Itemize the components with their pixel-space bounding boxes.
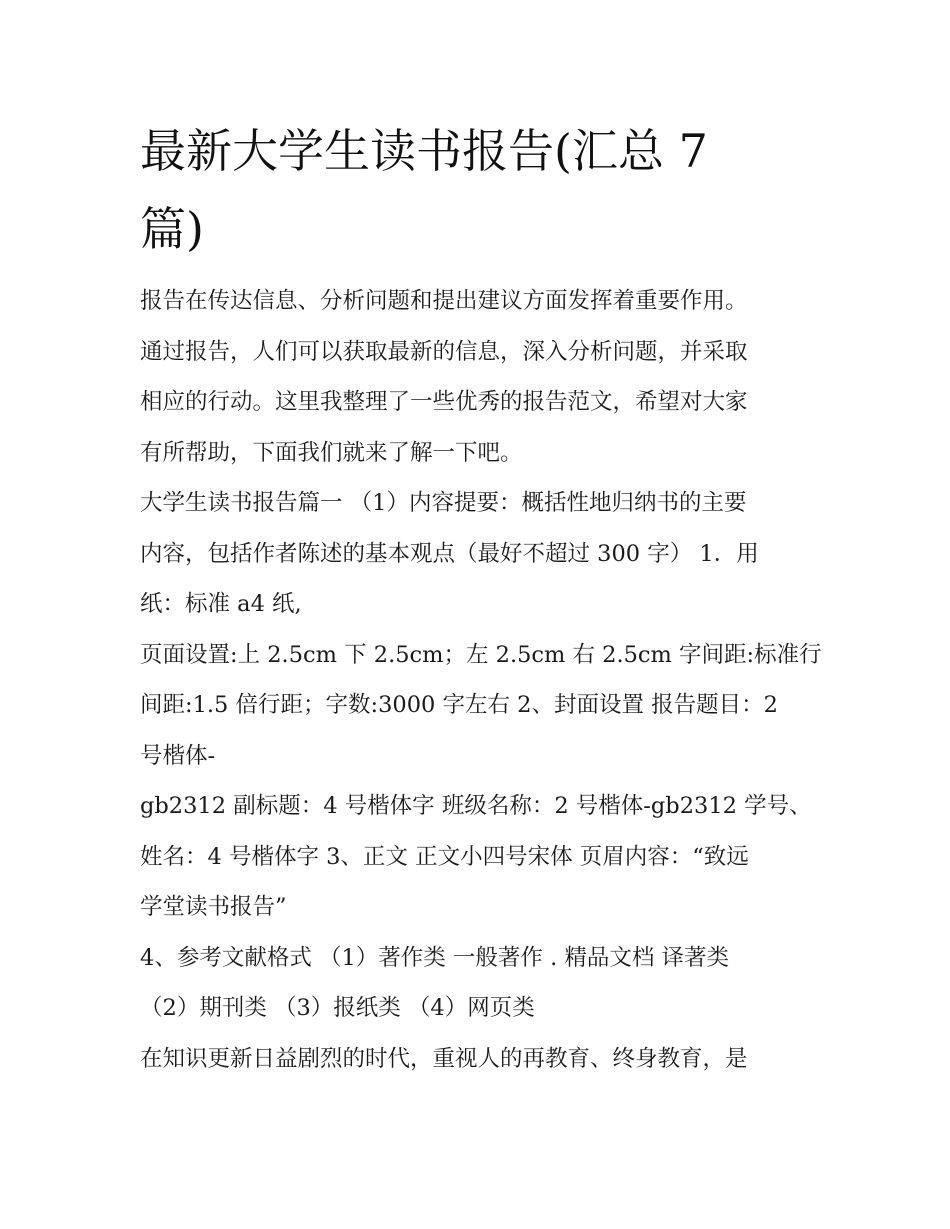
document-body <box>140 276 820 1084</box>
paragraph-line: 号楷体- <box>140 742 216 769</box>
paragraph-line: 纸：标准 a4 纸, <box>140 591 302 617</box>
paragraph-line: 报告在传达信息、分析问题和提出建议方面发挥着重要作用。 <box>140 288 748 314</box>
paragraph-line: 通过报告，人们可以获取最新的信息，深入分析问题，并采取 <box>140 338 748 365</box>
paragraph-line: 学堂读书报告” <box>140 894 287 920</box>
title-line-2: 篇) <box>140 202 204 256</box>
document-title <box>140 112 780 268</box>
paragraph-line: 相应的行动。这里我整理了一些优秀的报告范文，希望对大家 <box>140 389 748 415</box>
paragraph-line: （2）期刊类 （3）报纸类 （4）网页类 <box>140 995 535 1021</box>
paragraph-line: 在知识更新日益剧烈的时代，重视人的再教育、终身教育，是 <box>140 1045 748 1072</box>
paragraph-line: 大学生读书报告篇一 （1）内容提要：概括性地归纳书的主要 <box>140 490 747 516</box>
paragraph-line: 间距:1.5 倍行距；字数:3000 字左右 2、封面设置 报告题目：2 <box>140 692 778 718</box>
paragraph-line: 4、参考文献格式 （1）著作类 一般著作 . 精品文档 译著类 <box>140 944 730 971</box>
paragraph-line: 内容，包括作者陈述的基本观点（最好不超过 300 字） 1．用 <box>140 540 759 567</box>
paragraph-line: 页面设置:上 2.5cm 下 2.5cm；左 2.5cm 右 2.5cm 字间距:标准行 <box>140 641 822 668</box>
paragraph-line: 姓名：4 号楷体字 3、正文 正文小四号宋体 页眉内容：“致远 <box>140 843 749 870</box>
paragraph-line: 有所帮助，下面我们就来了解一下吧。 <box>140 439 523 466</box>
paragraph-line: gb2312 副标题：4 号楷体字 班级名称：2 号楷体-gb2312 学号、 <box>140 793 812 819</box>
title-line-1: 最新大学生读书报告(汇总 7 <box>140 124 708 178</box>
